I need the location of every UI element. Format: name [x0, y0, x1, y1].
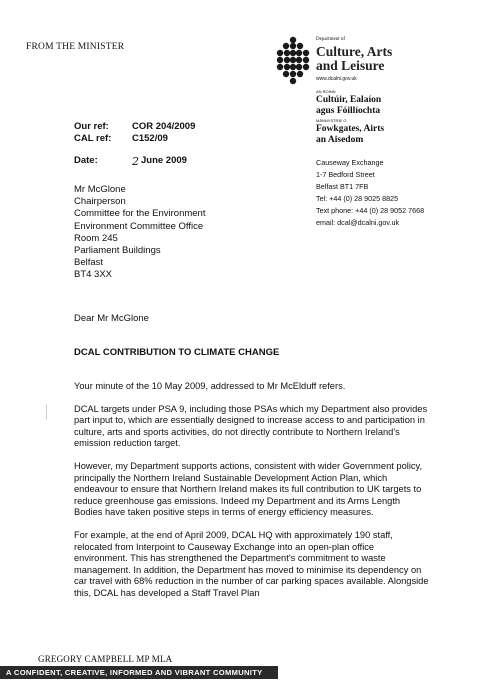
irish-department-name — [316, 95, 381, 117]
date-label: Date: — [74, 155, 98, 166]
recipient-line5: Room 245 — [74, 232, 118, 244]
scots-name-line2: an Aisedom — [316, 135, 364, 145]
body-paragraph-3: However, my Department supports actions, consistent with wider Government policy, principally the Northern Ireland Sustainable Development Action Plan, which endeavour to ensure that Northern Ireland makes its full contribution to UK targets to reduce greenhouse gas emissions. Indeed my Department and its Arms Length Bodies have taken positive steps in terms of energy efficiency measures. — [74, 460, 423, 518]
irish-name-line2: agus Fóillíochta — [316, 106, 381, 116]
irish-prefix: AN ROINN — [316, 89, 336, 94]
address-line3: Belfast BT1 7FB — [316, 182, 369, 191]
from-the-minister-label: FROM THE MINISTER — [26, 42, 125, 52]
cal-ref-value: C152/09 — [132, 133, 168, 144]
recipient-line7: Belfast — [74, 257, 104, 269]
department-address — [316, 157, 424, 229]
recipient-line6: Parliament Buildings — [74, 245, 161, 257]
letter-subject: DCAL CONTRIBUTION TO CLIMATE CHANGE — [74, 347, 280, 358]
body-paragraph-4: For example, at the end of April 2009, DCAL HQ with approximately 190 staff, relocated from Interpoint to Causeway Exchange into an open-plan office environment. This has strengthened the Department's commitment to waste management. In addition, the Department has moved to minimise its dependency on car travel with 68% reduction in the number of car parking spaces available. Alongside this, DCAL has developed a Staff Travel Plan — [74, 529, 429, 598]
cal-ref-row — [74, 133, 195, 145]
ulster-scots-department-name — [316, 124, 384, 146]
address-line1: Causeway Exchange — [316, 158, 384, 167]
recipient-address — [74, 184, 205, 282]
date-value: June 2009 — [141, 155, 187, 166]
dcal-logo — [276, 36, 310, 86]
scots-name-line1: Fowkgates, Airts — [316, 124, 385, 134]
department-name-line2: and Leisure — [316, 58, 385, 73]
recipient-line3: Committee for the Environment — [74, 208, 206, 220]
address-tel: Tel: +44 (0) 28 9025 8825 — [316, 194, 399, 203]
recipient-line1: Mr McGlone — [74, 184, 126, 195]
department-website: www.dcalni.gov.uk — [316, 76, 357, 82]
our-ref-row — [74, 121, 195, 133]
letter-body — [74, 381, 429, 611]
recipient-line4: Environment Committee Office — [74, 220, 204, 232]
ulster-scots-prefix: MÄNNYSTRIE O — [316, 118, 347, 123]
recipient-line2: Chairperson — [74, 196, 126, 208]
footer-slogan: A CONFIDENT, CREATIVE, INFORMED AND VIBRANT COMMUNITY — [0, 666, 278, 679]
our-ref-value: COR 204/2009 — [132, 121, 196, 132]
irish-name-line1: Cultúir, Ealaíon — [316, 95, 382, 105]
address-email: email: dcal@dcalni.gov.uk — [316, 218, 400, 227]
address-line2: 1-7 Bedford Street — [316, 170, 375, 179]
body-paragraph-2: DCAL targets under PSA 9, including those PSAs which my Department also provides part input to, which are essentially designed to increase access to and participation in culture, arts and sports activities, do not directly contribute to Northern Ireland's emission reduction target. — [74, 403, 428, 449]
date-row — [74, 155, 187, 168]
footer-bar — [0, 666, 482, 692]
date-handwritten-day: 2 — [132, 155, 139, 168]
minister-signature-name: GREGORY CAMPBELL MP MLA — [38, 654, 173, 664]
department-of-label: Department of — [316, 37, 346, 42]
reference-block — [74, 121, 195, 145]
department-name-line1: Culture, Arts — [316, 44, 393, 59]
cal-ref-label: CAL ref: — [74, 133, 112, 144]
address-textphone: Text phone: +44 (0) 28 9052 7668 — [316, 206, 425, 215]
our-ref-label: Our ref: — [74, 121, 109, 132]
margin-mark — [46, 404, 47, 420]
recipient-line8: BT4 3XX — [74, 269, 113, 281]
department-name — [316, 45, 392, 73]
salutation: Dear Mr McGlone — [74, 313, 149, 324]
body-paragraph-1: Your minute of the 10 May 2009, addressed to Mr McElduff refers. — [74, 381, 346, 391]
